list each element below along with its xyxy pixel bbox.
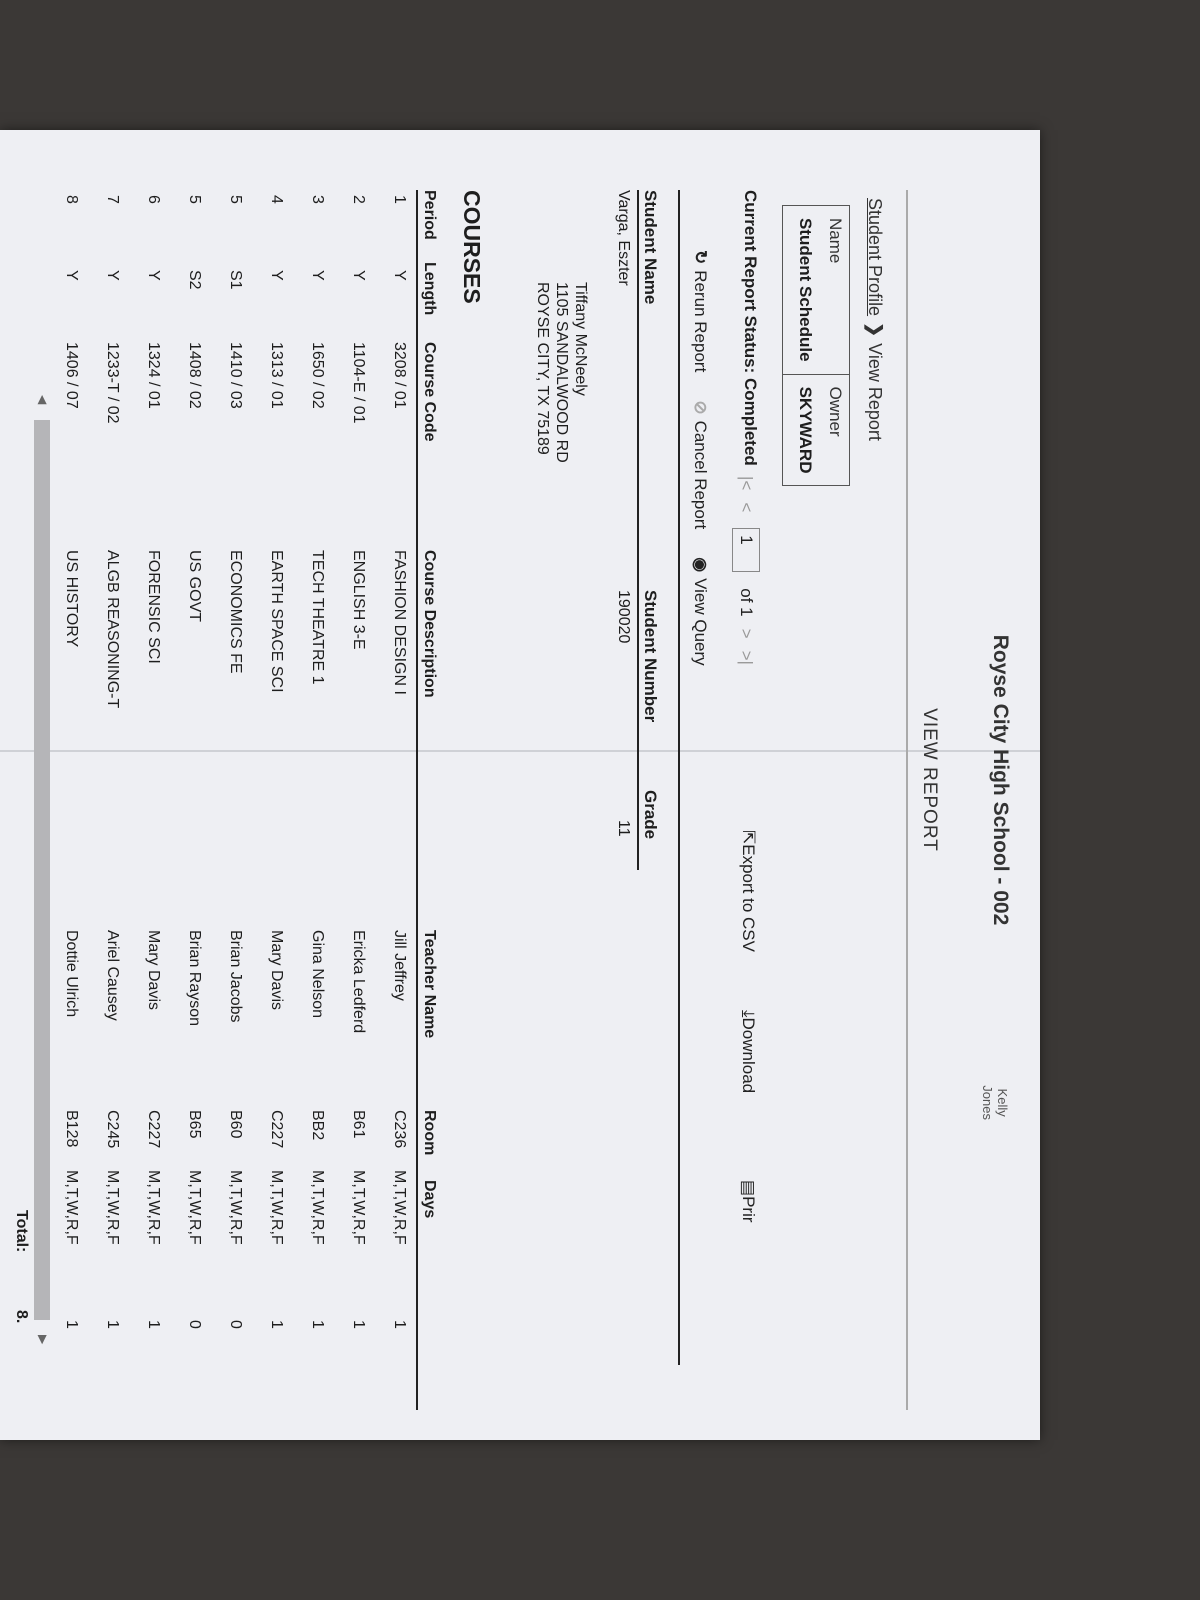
student-grade: 11: [615, 820, 632, 837]
cell-length: Y: [63, 270, 80, 281]
cell-days: M,T,W,R,F: [268, 1170, 285, 1245]
cell-code: 1406 / 07: [63, 342, 80, 409]
student-number: 190020: [615, 590, 632, 644]
section-divider: [678, 190, 680, 1365]
school-name: Royse City High School - 002: [989, 634, 1012, 926]
report-owner-label: Owner: [826, 386, 845, 437]
cell-days: M,T,W,R,F: [391, 1170, 408, 1245]
header-divider: [906, 190, 908, 1410]
col-period: Period: [421, 190, 438, 240]
cell-length: Y: [104, 270, 121, 281]
cell-count: 1: [268, 1320, 285, 1329]
scroll-left-icon[interactable]: ◀: [36, 395, 50, 405]
cell-code: 1650 / 02: [309, 342, 326, 409]
cell-count: 1: [309, 1320, 326, 1329]
download-icon: ⤓: [739, 1010, 758, 1018]
page-title: VIEW REPORT: [919, 708, 940, 852]
student-header-rule: [637, 190, 639, 870]
report-page: [0, 130, 1040, 1430]
cell-period: 5: [227, 195, 244, 204]
col-days: Days: [421, 1180, 438, 1219]
cell-description: US GOVT: [186, 550, 203, 623]
report-info-box: [782, 205, 850, 486]
cell-teacher: Brian Rayson: [186, 930, 203, 1027]
cell-length: Y: [309, 270, 326, 281]
cell-room: C245: [104, 1110, 121, 1149]
export-csv-button[interactable]: [738, 830, 758, 952]
col-course-description: Course Description: [421, 550, 438, 698]
refresh-icon: ↻: [691, 250, 710, 265]
cell-days: M,T,W,R,F: [104, 1170, 121, 1245]
export-csv-label: Export to CSV: [739, 844, 758, 952]
cell-description: EARTH SPACE SCI: [268, 550, 285, 693]
cancel-report-button[interactable]: [690, 400, 710, 529]
cell-count: 1: [104, 1320, 121, 1329]
total-value: 8.: [13, 1310, 30, 1324]
cell-room: B60: [227, 1110, 244, 1139]
cell-length: S1: [227, 270, 244, 290]
cell-count: 0: [186, 1320, 203, 1329]
cell-description: TECH THEATRE 1: [309, 550, 326, 685]
horizontal-scrollbar[interactable]: [34, 420, 50, 1320]
view-query-button[interactable]: [690, 557, 710, 665]
print-label: Prir: [739, 1196, 758, 1223]
report-name-label: Name: [826, 218, 845, 264]
cell-period: 8: [63, 195, 80, 204]
cell-room: C227: [268, 1110, 285, 1149]
cell-count: 1: [145, 1320, 162, 1329]
printer-icon: ▤: [739, 1180, 758, 1197]
breadcrumb-current: View Report: [865, 343, 885, 441]
grade-label: Grade: [641, 790, 660, 840]
cell-length: S2: [186, 270, 203, 290]
cell-room: B61: [350, 1110, 367, 1139]
courses-header-rule: [416, 190, 418, 1410]
cell-length: Y: [391, 270, 408, 281]
cell-count: 1: [350, 1320, 367, 1329]
download-button[interactable]: [738, 1010, 758, 1093]
cell-period: 4: [268, 195, 285, 204]
user-name: [980, 1085, 1010, 1120]
cell-period: 7: [104, 195, 121, 204]
page-count: of 1: [737, 588, 756, 617]
cell-room: C227: [145, 1110, 162, 1149]
cancel-report-label: Cancel Report: [691, 420, 710, 530]
cell-code: 3208 / 01: [391, 342, 408, 409]
print-button[interactable]: [738, 1180, 758, 1223]
first-page-button[interactable]: |<: [737, 476, 756, 491]
breadcrumb-student-profile-link[interactable]: Student Profile: [865, 198, 885, 317]
cell-period: 6: [145, 195, 162, 204]
cell-period: 2: [350, 195, 367, 204]
col-teacher-name: Teacher Name: [421, 930, 438, 1039]
total-label: Total:: [13, 1210, 30, 1253]
prev-page-button[interactable]: <: [737, 502, 756, 513]
cell-period: 3: [309, 195, 326, 204]
cell-days: M,T,W,R,F: [186, 1170, 203, 1245]
cell-days: M,T,W,R,F: [63, 1170, 80, 1245]
report-name-value: Student Schedule: [796, 218, 815, 362]
scroll-right-icon[interactable]: ▶: [36, 1335, 50, 1345]
cell-teacher: Jill Jeffrey: [391, 930, 408, 1001]
export-icon: ⇱: [739, 830, 758, 845]
cell-period: 1: [391, 195, 408, 204]
cell-length: Y: [268, 270, 285, 281]
cell-description: ECONOMICS FE: [227, 550, 244, 674]
cell-teacher: Dottie Ulrich: [63, 930, 80, 1018]
cell-days: M,T,W,R,F: [350, 1170, 367, 1245]
address-line: ROYSE CITY, TX 75189: [534, 282, 551, 455]
cell-description: ENGLISH 3-E: [350, 550, 367, 650]
printed-report-paper: [0, 130, 1040, 1440]
cell-description: FASHION DESIGN I: [391, 550, 408, 695]
cell-days: M,T,W,R,F: [145, 1170, 162, 1245]
cell-room: B128: [63, 1110, 80, 1148]
cell-description: FORENSIC SCI: [145, 550, 162, 664]
cell-code: 1233-T / 02: [104, 342, 121, 424]
col-room: Room: [421, 1110, 438, 1156]
cell-days: M,T,W,R,F: [227, 1170, 244, 1245]
cell-count: 0: [227, 1320, 244, 1329]
cell-teacher: Ariel Causey: [104, 930, 121, 1021]
address-line: 1105 SANDALWOOD RD: [553, 282, 570, 463]
cell-length: Y: [350, 270, 367, 281]
page-number-input[interactable]: 1: [732, 528, 760, 572]
cell-count: 1: [63, 1320, 80, 1329]
student-name-label: Student Name: [641, 190, 660, 305]
breadcrumb: [864, 198, 885, 441]
cell-code: 1104-E / 01: [350, 342, 367, 424]
report-owner-value: SKYWARD: [796, 386, 815, 474]
col-course-code: Course Code: [421, 342, 438, 442]
pager: [732, 470, 760, 671]
report-actions: [690, 250, 710, 666]
cell-description: US HISTORY: [63, 550, 80, 648]
cell-days: M,T,W,R,F: [309, 1170, 326, 1245]
report-status: Current Report Status: Completed: [741, 190, 760, 466]
cell-teacher: Mary Davis: [145, 930, 162, 1011]
cell-teacher: Brian Jacobs: [227, 930, 244, 1023]
rerun-report-button[interactable]: [690, 250, 710, 372]
cancel-icon: ⊘: [691, 400, 710, 415]
cell-room: C236: [391, 1110, 408, 1149]
cell-code: 1408 / 02: [186, 342, 203, 409]
cell-description: ALGB REASONING-T: [104, 550, 121, 709]
student-number-label: Student Number: [641, 590, 660, 723]
download-label: Download: [739, 1017, 758, 1094]
cell-count: 1: [391, 1320, 408, 1329]
cell-code: 1313 / 01: [268, 342, 285, 409]
cell-code: 1410 / 03: [227, 342, 244, 409]
user-first-name: Kelly: [995, 1088, 1010, 1117]
cell-period: 5: [186, 195, 203, 204]
user-last-name: Jones: [980, 1085, 995, 1120]
view-query-label: View Query: [691, 578, 710, 666]
mailing-address: [533, 282, 590, 463]
student-name: Varga, Eszter: [615, 190, 632, 286]
cell-room: B65: [186, 1110, 203, 1139]
breadcrumb-separator-icon: ❯: [865, 322, 885, 338]
report-name-column: [783, 206, 849, 375]
last-page-button[interactable]: >|: [737, 650, 756, 665]
cell-length: Y: [145, 270, 162, 281]
courses-heading: COURSES: [459, 190, 485, 304]
address-line: Tiffany McNeely: [572, 282, 589, 396]
cell-teacher: Gina Nelson: [309, 930, 326, 1019]
cell-code: 1324 / 01: [145, 342, 162, 409]
cell-teacher: Ericka Ledferd: [350, 930, 367, 1034]
report-owner-column: [783, 375, 849, 486]
cell-room: BB2: [309, 1110, 326, 1141]
col-length: Length: [421, 262, 438, 316]
eye-icon: ◉: [691, 557, 710, 573]
rerun-report-label: Rerun Report: [691, 270, 710, 373]
next-page-button[interactable]: >: [737, 628, 756, 639]
cell-teacher: Mary Davis: [268, 930, 285, 1011]
